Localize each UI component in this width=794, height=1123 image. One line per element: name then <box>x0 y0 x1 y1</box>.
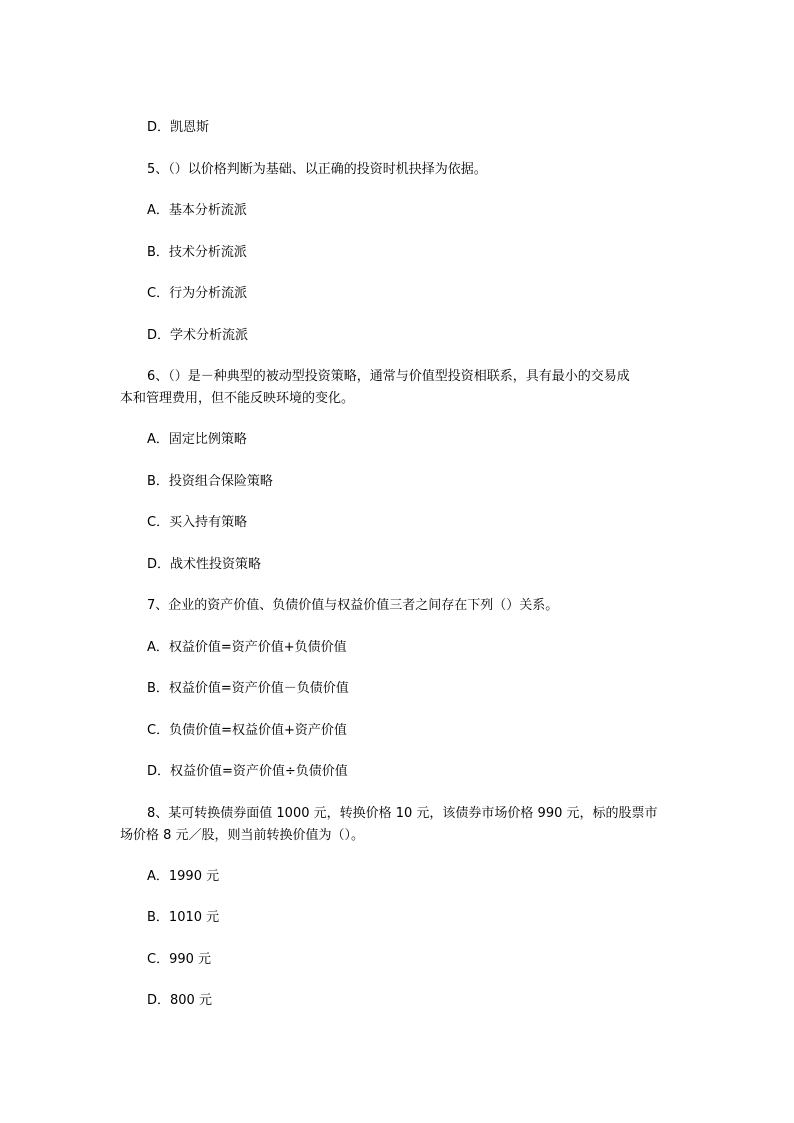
question-5-stem: 5、（）以价格判断为基础、以正确的投资时机抉择为依据。 <box>147 162 487 177</box>
question-7-option-a: A．权益价值=资产价值+负债价值 <box>147 640 347 655</box>
question-5-option-a: A．基本分析流派 <box>147 203 247 218</box>
question-6-option-c: C．买入持有策略 <box>147 515 248 530</box>
question-7-stem: 7、企业的资产价值、负债价值与权益价值三者之间存在下列（）关系。 <box>147 598 559 613</box>
question-7-option-b: B．权益价值=资产价值－负债价值 <box>147 681 349 696</box>
question-8-option-d: D．800 元 <box>147 993 212 1008</box>
question-5-option-c: C．行为分析流派 <box>147 286 248 301</box>
question-5-option-b: B．技术分析流派 <box>147 245 247 260</box>
question-8-stem-line-1: 8、某可转换债券面值 1000 元，转换价格 10 元，该债券市场价格 990 元，标的股票市 <box>147 806 658 821</box>
question-8-option-a: A．1990 元 <box>147 869 220 884</box>
question-7-option-c: C．负债价值=权益价值+资产价值 <box>147 723 347 738</box>
question-8-option-b: B．1010 元 <box>147 910 220 925</box>
question-6-stem-line-1: 6、（）是－种典型的被动型投资策略，通常与价值型投资相联系，具有最小的交易成 <box>147 369 630 384</box>
question-8-stem-line-2: 场价格 8 元／股，则当前转换价值为（）。 <box>120 828 365 843</box>
question-6-option-d: D．战术性投资策略 <box>147 557 262 572</box>
question-7-option-d: D．权益价值=资产价值÷负债价值 <box>147 764 348 779</box>
question-6-option-b: B．投资组合保险策略 <box>147 474 273 489</box>
question-8-option-c: C．990 元 <box>147 952 212 967</box>
question-6-stem-line-2: 本和管理费用，但不能反映环境的变化。 <box>120 391 355 406</box>
question-5-option-d: D．学术分析流派 <box>147 328 249 343</box>
prev-question-option-d: D．凯恩斯 <box>147 120 210 135</box>
question-6-option-a: A．固定比例策略 <box>147 432 247 447</box>
